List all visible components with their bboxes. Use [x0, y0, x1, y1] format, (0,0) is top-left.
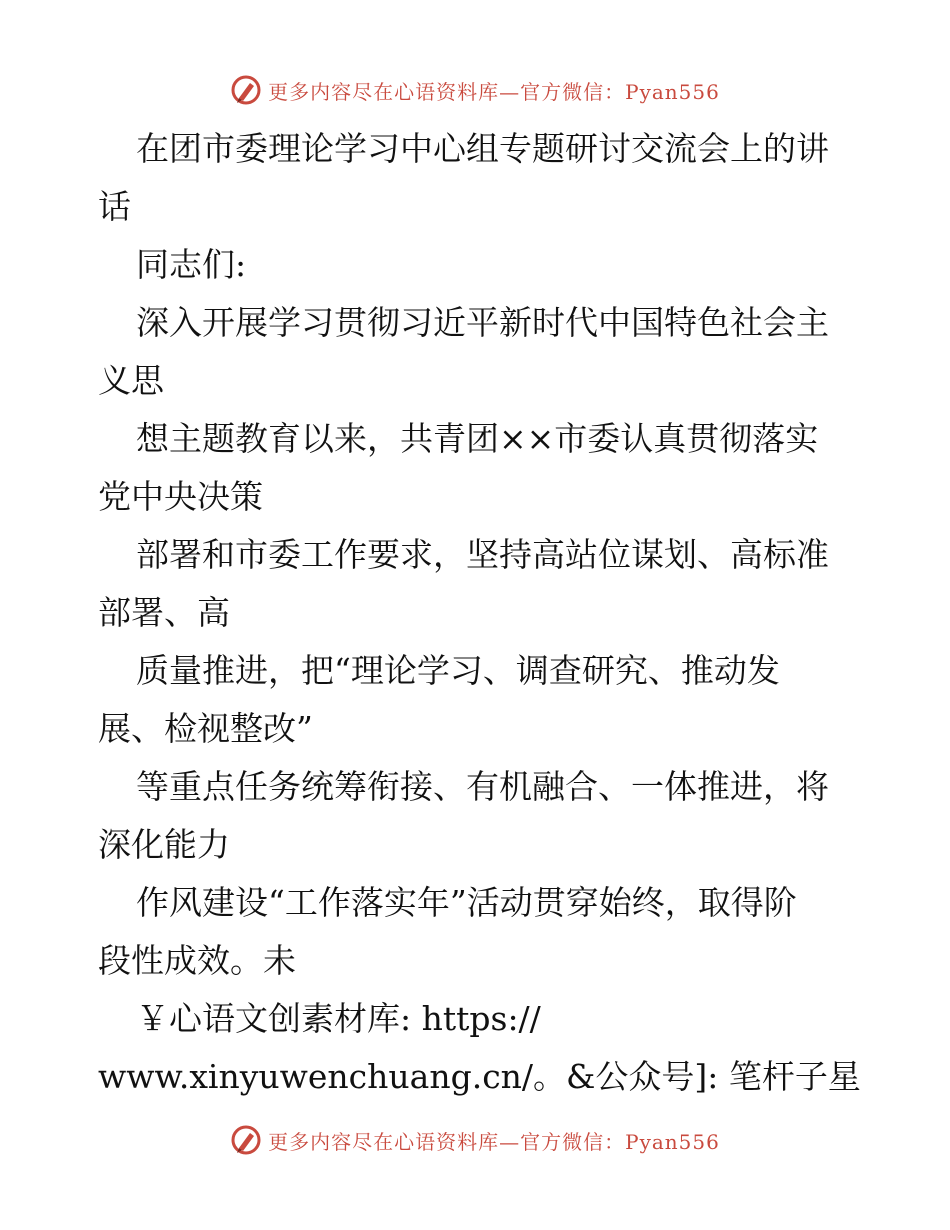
watermark-text: 更多内容尽在心语资料库—官方微信：Pyan556 [268, 1129, 720, 1154]
doc-paragraph-line: 等重点任务统筹衔接、有机融合、一体推进，将 [136, 767, 829, 806]
doc-source-url-line: www.xinyuwenchuang.cn/。&公众号]: 笔杆子星 [98, 1057, 861, 1096]
doc-paragraph-line: 深入开展学习贯彻习近平新时代中国特色社会主 [136, 303, 829, 342]
pen-logo-icon [230, 74, 262, 106]
doc-paragraph-line: 义思 [98, 361, 164, 400]
watermark-text: 更多内容尽在心语资料库—官方微信：Pyan556 [268, 79, 720, 104]
doc-paragraph-line: 质量推进，把“理论学习、调查研究、推动发 [136, 651, 780, 690]
doc-paragraph-line: 部署和市委工作要求，坚持高站位谋划、高标准 [136, 535, 829, 574]
footer-watermark [0, 1120, 950, 1160]
doc-paragraph-line: 作风建设“工作落实年”活动贯穿始终，取得阶 [136, 883, 797, 922]
doc-title-line-2: 话 [98, 187, 131, 226]
doc-paragraph-line: 党中央决策 [98, 477, 263, 516]
doc-source-line: ￥心语文创素材库: https:// [136, 999, 541, 1038]
pen-logo-icon [230, 1124, 262, 1156]
document-body [98, 120, 861, 1106]
doc-paragraph-line: 想主题教育以来，共青团××市委认真贯彻落实 [136, 419, 819, 458]
doc-paragraph-line: 部署、高 [98, 593, 230, 632]
doc-paragraph-line: 展、检视整改” [98, 709, 313, 748]
doc-paragraph-line: 深化能力 [98, 825, 230, 864]
doc-salutation: 同志们: [136, 245, 247, 284]
doc-paragraph-line: 段性成效。未 [98, 941, 296, 980]
doc-title-line-1: 在团市委理论学习中心组专题研讨交流会上的讲 [136, 129, 829, 168]
header-watermark [0, 70, 950, 110]
